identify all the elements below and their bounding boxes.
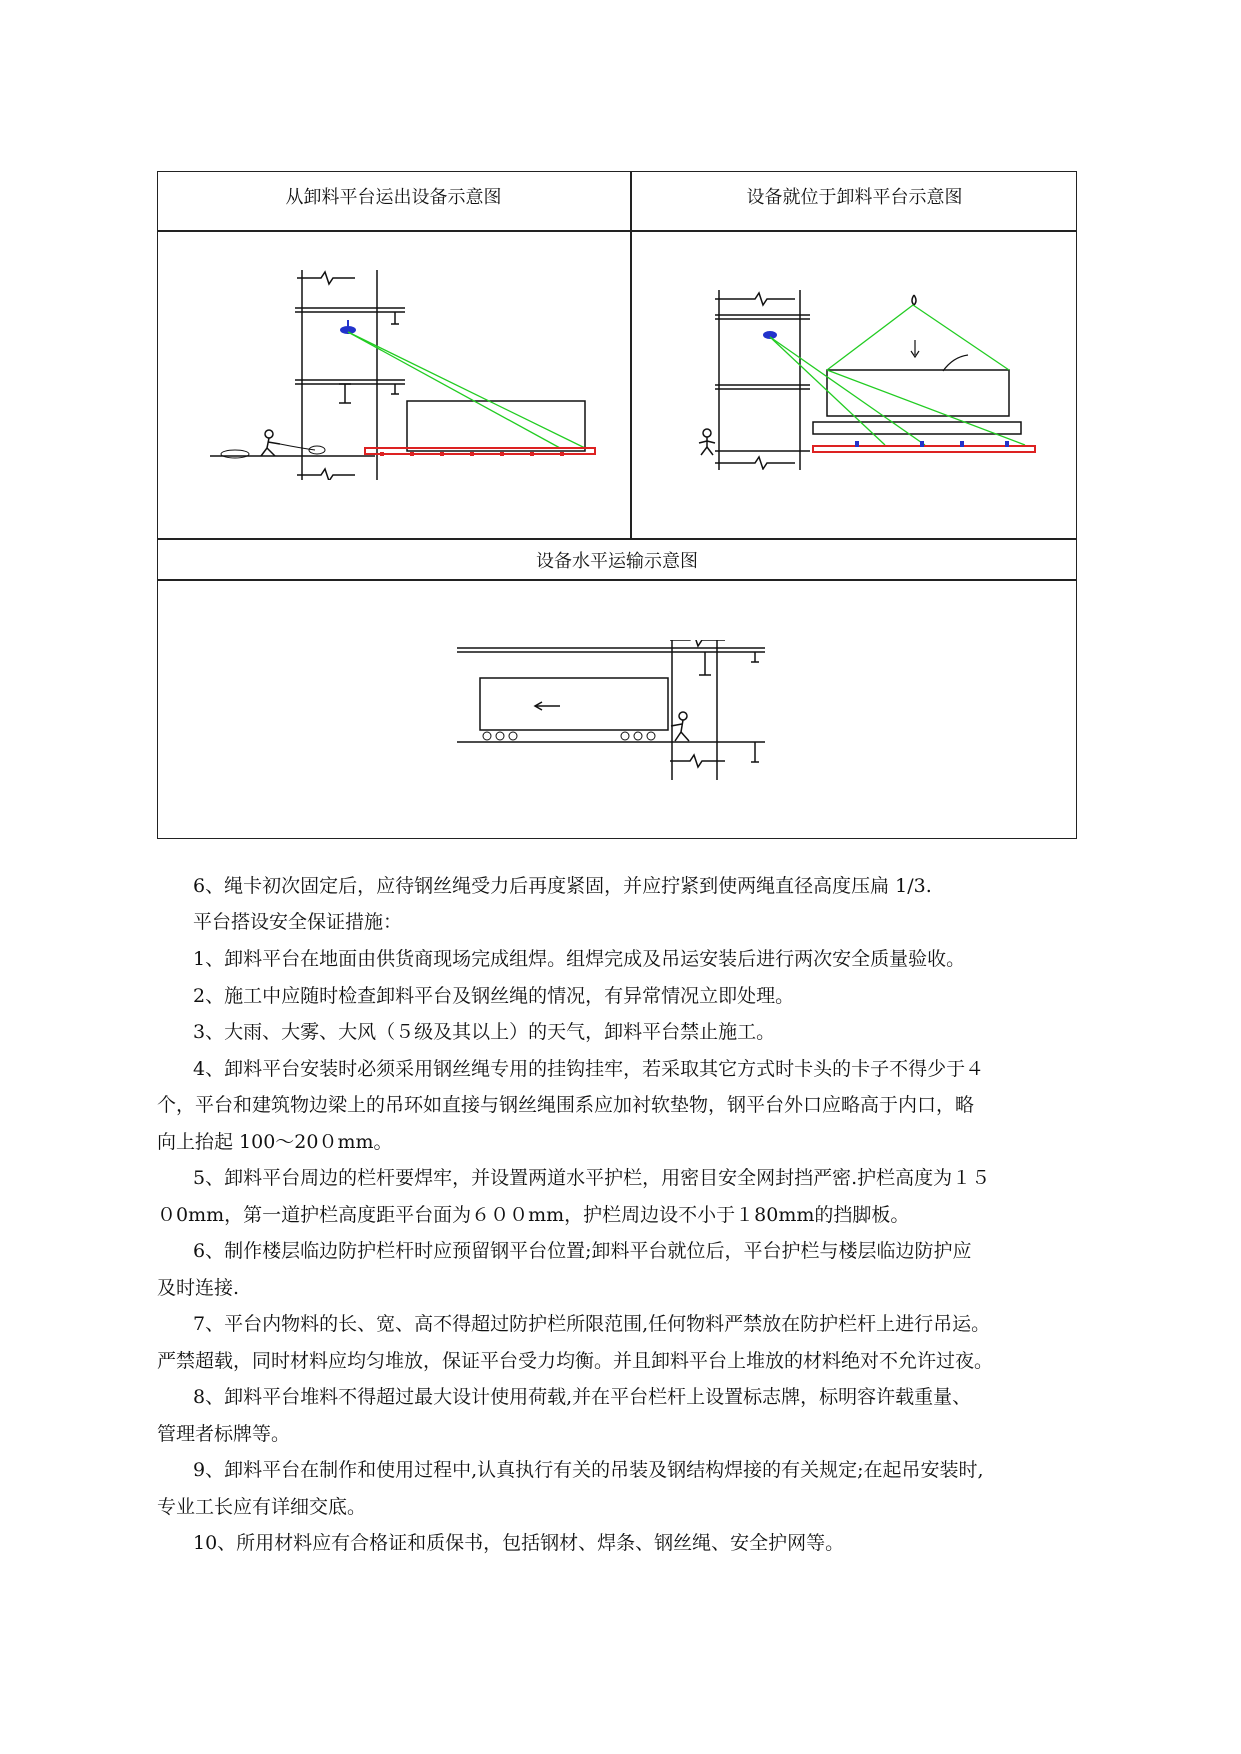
paragraph-10: 10、所用材料应有合格证和质保书，包括钢材、焊条、钢丝绳、安全护网等。 xyxy=(193,1532,845,1554)
paragraph-4-line3: 向上抬起 100～20０mm。 xyxy=(157,1131,393,1153)
paragraph-4-line1: 4、卸料平台安装时必须采用钢丝绳专用的挂钩挂牢，若采取其它方式时卡头的卡子不得少于４ xyxy=(193,1058,985,1080)
paragraph-8-line1: 8、卸料平台堆料不得超过最大设计使用荷载,并在平台栏杆上设置标志牌，标明容许载重量、 xyxy=(193,1386,972,1408)
paragraph-5-line1: 5、卸料平台周边的栏杆要焊牢，并设置两道水平护栏，用密目安全网封挡严密.护栏高度为１５ xyxy=(193,1167,991,1189)
paragraph-7-line2: 严禁超载，同时材料应均匀堆放，保证平台受力均衡。并且卸料平台上堆放的材料绝对不允许过夜。 xyxy=(157,1350,994,1372)
paragraph-heading-safety: 平台搭设安全保证措施： xyxy=(193,911,403,933)
paragraph-6-line2: 及时连接. xyxy=(157,1277,240,1299)
hook-icon xyxy=(340,320,356,334)
paragraph-3: 3、大雨、大雾、大风（５级及其以上）的天气，卸料平台禁止施工。 xyxy=(193,1021,776,1043)
paragraph-8-line2: 管理者标牌等。 xyxy=(157,1423,291,1445)
caption-left: 从卸料平台运出设备示意图 xyxy=(285,187,502,208)
hook-icon xyxy=(763,295,916,339)
worker-icon xyxy=(671,712,689,741)
paragraph-4-line2: 个，平台和建筑物边梁上的吊环如直接与钢丝绳围系应加衬软垫物，钢平台外口应略高于内口，略 xyxy=(157,1094,975,1116)
table-divider-caption xyxy=(157,230,1077,232)
table-divider-vertical xyxy=(630,171,632,540)
paragraph-5-line2: ０0mm，第一道护栏高度距平台面为６００mm，护栏周边设不小于１80mm的挡脚板。 xyxy=(157,1204,910,1226)
diagram-horizontal-transport xyxy=(455,640,775,780)
paragraph-9-line1: 9、卸料平台在制作和使用过程中,认真执行有关的吊装及钢结构焊接的有关规定;在起吊安装时, xyxy=(193,1459,984,1481)
paragraph-7-line1: 7、平台内物料的长、宽、高不得超过防护栏所限范围,任何物料严禁放在防护栏杆上进行吊运。 xyxy=(193,1313,991,1335)
paragraph-2: 2、施工中应随时检查卸料平台及钢丝绳的情况，有异常情况立即处理。 xyxy=(193,985,795,1007)
caption-right: 设备就位于卸料平台示意图 xyxy=(746,187,963,208)
table-divider-bottom-caption xyxy=(157,579,1077,581)
table-divider-middle xyxy=(157,538,1077,540)
paragraph-1: 1、卸料平台在地面由供货商现场完成组焊。组焊完成及吊运安装后进行两次安全质量验收。 xyxy=(193,948,966,970)
paragraph-6-rope-clamp: 6、绳卡初次固定后，应待钢丝绳受力后再度紧固，并应拧紧到使两绳直径高度压扁 1/3. xyxy=(193,875,932,897)
worker-icon xyxy=(261,430,280,456)
diagram-unloading-from-platform xyxy=(205,270,605,480)
paragraph-6-line1: 6、制作楼层临边防护栏杆时应预留钢平台位置;卸料平台就位后，平台护栏与楼层临边防护应 xyxy=(193,1240,972,1262)
diagram-equipment-onto-platform xyxy=(685,285,1045,470)
worker-icon xyxy=(699,429,715,455)
paragraph-9-line2: 专业工长应有详细交底。 xyxy=(157,1496,367,1518)
caption-bottom: 设备水平运输示意图 xyxy=(536,551,698,572)
